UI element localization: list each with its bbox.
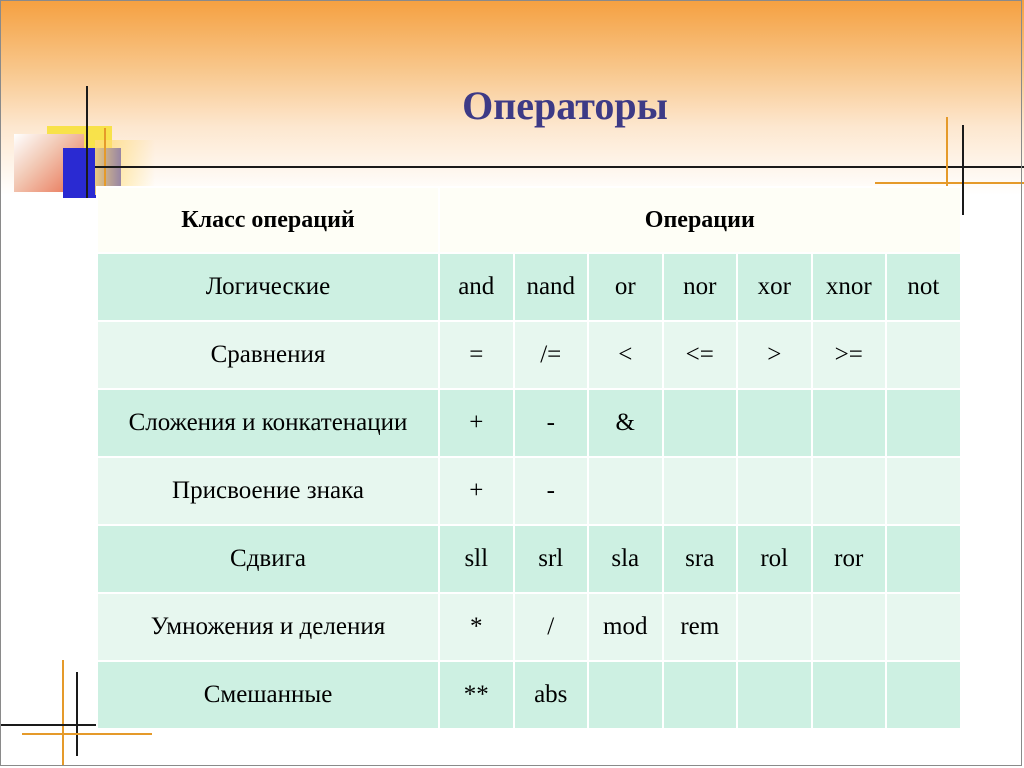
op-cell [886,593,961,661]
table-row [97,661,961,729]
op-cell [886,661,961,729]
op-cell [588,457,663,525]
table-row [97,253,961,321]
slide-title: Операторы [462,83,668,128]
op-cell: not [886,253,961,321]
op-cell: & [588,389,663,457]
op-cell [812,593,887,661]
table-row [97,525,961,593]
op-cell: sll [439,525,514,593]
op-cell: nor [663,253,738,321]
op-cell: + [439,389,514,457]
decor-vline [76,672,78,756]
op-cell: sra [663,525,738,593]
op-cell: sla [588,525,663,593]
op-cell: = [439,321,514,389]
decor-hline [95,166,1024,168]
op-cell [737,457,812,525]
decor-vline [62,660,64,766]
op-cell [663,457,738,525]
op-cell: nand [514,253,589,321]
row-class: Присвоение знака [97,457,439,525]
op-cell [812,661,887,729]
row-class: Сложения и конкатенации [97,389,439,457]
header-ops: Операции [439,187,961,253]
op-cell [886,457,961,525]
row-class: Умножения и деления [97,593,439,661]
op-cell: xor [737,253,812,321]
op-cell [812,457,887,525]
op-cell [886,389,961,457]
op-cell [737,661,812,729]
op-cell: * [439,593,514,661]
op-cell: mod [588,593,663,661]
op-cell [737,593,812,661]
op-cell: srl [514,525,589,593]
op-cell: < [588,321,663,389]
row-class: Сдвига [97,525,439,593]
decor-hline [875,182,1024,184]
op-cell: /= [514,321,589,389]
table-row [97,389,961,457]
op-cell: and [439,253,514,321]
op-cell: rol [737,525,812,593]
decor-vline [962,125,964,215]
decor-vline [946,117,948,197]
op-cell [588,661,663,729]
op-cell: or [588,253,663,321]
op-cell [886,321,961,389]
op-cell: xnor [812,253,887,321]
op-cell: - [514,457,589,525]
op-cell [663,389,738,457]
row-class: Сравнения [97,321,439,389]
op-cell [812,389,887,457]
table-row [97,321,961,389]
decor-hline [22,733,152,735]
op-cell: / [514,593,589,661]
table-row [97,593,961,661]
op-cell: ror [812,525,887,593]
op-cell [663,661,738,729]
op-cell: + [439,457,514,525]
row-class: Логические [97,253,439,321]
op-cell: - [514,389,589,457]
op-cell: > [737,321,812,389]
operators-table [96,186,962,730]
table-row [97,457,961,525]
op-cell: rem [663,593,738,661]
table-header-row [97,187,961,253]
op-cell: >= [812,321,887,389]
op-cell [886,525,961,593]
header-class: Класс операций [97,187,439,253]
op-cell: abs [514,661,589,729]
op-cell: ** [439,661,514,729]
row-class: Смешанные [97,661,439,729]
op-cell [737,389,812,457]
op-cell: <= [663,321,738,389]
